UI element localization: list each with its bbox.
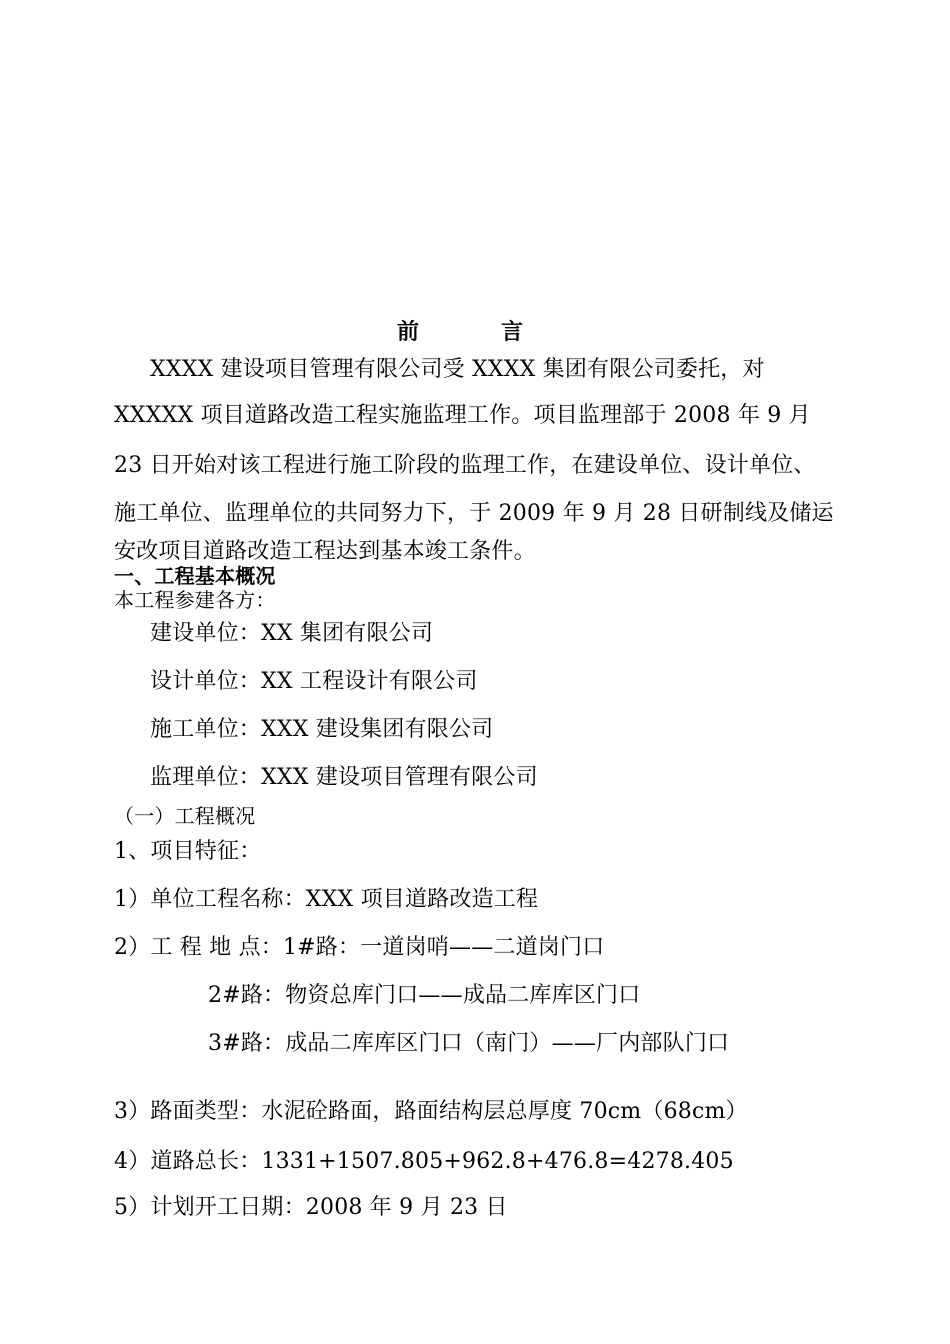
participant-builder-unit: 施工单位：XXX 建设集团有限公司 <box>150 717 494 742</box>
preface-line-5: 安改项目道路改造工程达到基本竣工条件。 <box>114 539 536 564</box>
preface-line-4: 施工单位、监理单位的共同努力下，于 2009 年 9 月 28 日研制线及储运 <box>114 501 834 526</box>
item-location-road-3: 3#路：成品二库库区门口（南门）——厂内部队门口 <box>208 1031 730 1056</box>
item-unit-name: 1）单位工程名称：XXX 项目道路改造工程 <box>114 887 539 912</box>
subsection-heading-overview: （一）工程概况 <box>114 804 256 828</box>
item-location-road-1: 2）工 程 地 点：1#路：一道岗哨——二道岗门口 <box>114 935 605 960</box>
preface-line-2: XXXXX 项目道路改造工程实施监理工作。项目监理部于 2008 年 9 月 <box>114 403 811 428</box>
participant-construction-unit: 建设单位：XX 集团有限公司 <box>150 621 434 646</box>
participant-supervision-unit: 监理单位：XXX 建设项目管理有限公司 <box>150 765 538 790</box>
document-title: 前 言 <box>396 319 553 345</box>
preface-line-1: XXXX 建设项目管理有限公司受 XXXX 集团有限公司委托，对 <box>150 357 765 382</box>
participant-design-unit: 设计单位：XX 工程设计有限公司 <box>150 669 478 694</box>
item-total-length: 4）道路总长：1331+1507.805+962.8+476.8=4278.405 <box>114 1149 734 1174</box>
participants-heading: 本工程参建各方： <box>114 588 276 612</box>
item-location-road-2: 2#路：物资总库门口——成品二库库区门口 <box>208 983 641 1008</box>
project-features-heading: 1、项目特征： <box>114 839 262 864</box>
item-planned-start-date: 5）计划开工日期：2008 年 9 月 23 日 <box>114 1195 508 1220</box>
section-heading-overview: 一、工程基本概况 <box>114 564 276 588</box>
preface-line-3: 23 日开始对该工程进行施工阶段的监理工作，在建设单位、设计单位、 <box>114 453 816 478</box>
item-pavement-type: 3）路面类型：水泥砼路面，路面结构层总厚度 70cm（68cm） <box>114 1099 748 1124</box>
